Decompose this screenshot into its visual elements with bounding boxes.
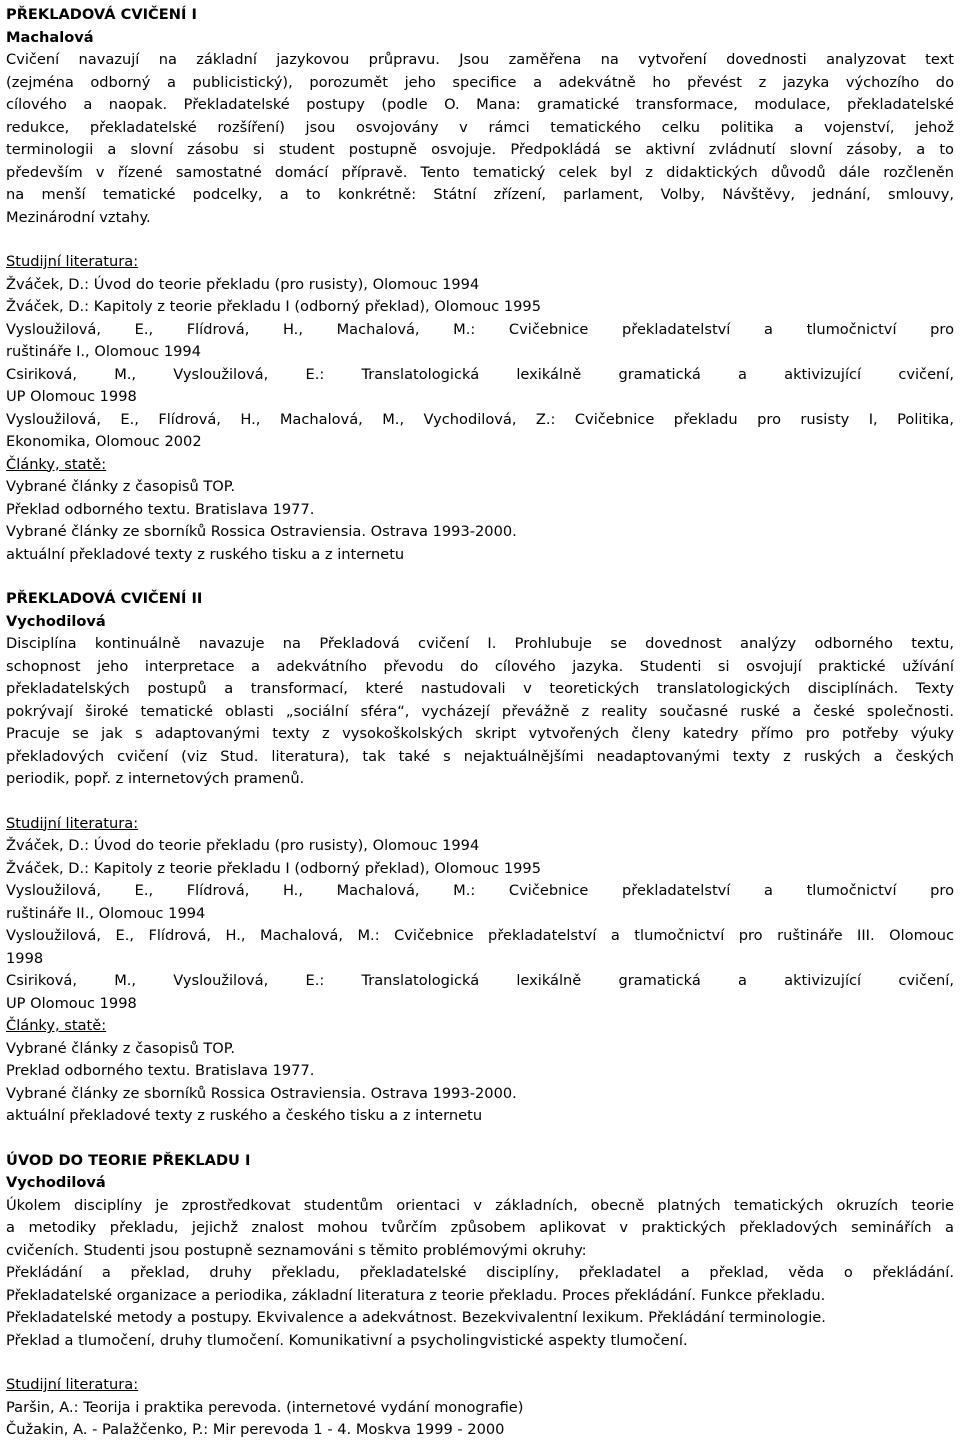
literature-item: Žváček, D.: Kapitoly z teorie překladu I (odborný překlad), Olomouc 1995 (6, 298, 541, 315)
description-line: a metodiky překladu, jejichž znalost mohou tvůrčím způsobem aplikovat v praktických překladových seminářích a (6, 1219, 954, 1236)
literature-list (6, 835, 954, 1015)
article-item: Vybrané články ze sborníků Rossica Ostraviensia. Ostrava 1993-2000. (6, 1084, 517, 1102)
section-teacher: Vychodilová (6, 1174, 106, 1191)
literature-item: Čužakin, A. - Palažčenko, P.: Mir perevoda 1 - 4. Moskva 1999 - 2000 (6, 1421, 505, 1438)
literature-item: 1998 (6, 949, 44, 967)
literature-item: Ekonomika, Olomouc 2002 (6, 433, 202, 450)
description-line: na menší tematické podcelky, a to konkrétně: Státní zřízení, parlament, Volby, Návštěvy, jednání, smlouvy, (6, 186, 954, 203)
description-line: Překlad a tlumočení, druhy tlumočení. Komunikativní a psycholingvistické aspekty tlumočení. (6, 1331, 688, 1349)
literature-item: Žváček, D.: Úvod do teorie překladu (pro rusisty), Olomouc 1994 (6, 837, 480, 854)
description-line: pokrývají široké tematické oblasti „sociální sféra“, vycházejí převážně z reality současné ruské a české společnosti. (6, 702, 954, 720)
description-line: terminologii a slovní zásobu si student postupně osvojuje. Předpokládá se aktivní zvládnutí slovní zásoby, a to (6, 141, 954, 158)
description-line: Úkolem disciplíny je zprostředkovat studentům orientaci v základních, obecně platných tematických okruzích teorie (6, 1196, 954, 1214)
literature-item: UP Olomouc 1998 (6, 994, 137, 1012)
literature-list (6, 274, 954, 454)
description-line: Cvičení navazují na základní jazykovou průpravu. Jsou zaměřena na vytvoření dovednosti analyzovat text (6, 51, 954, 68)
section-description (6, 633, 954, 791)
literature-item: Vysloužilová, E., Flídrová, H., Machalová, M.: Cvičebnice překladatelství a tlumočnictví pro ruštináře III. Olomouc (6, 927, 954, 944)
description-line: redukce, překladatelské rozšíření) jsou osvojovány v rámci tematického celku politika a vojenství, jehož (6, 118, 954, 136)
section-title: PŘEKLADOVÁ CVIČENÍ I (6, 6, 197, 23)
description-line: Pracuje se jak s adaptovanými texty z vysokoškolských skript vytvořených členy katedry přímo pro potřeby výuky (6, 725, 954, 742)
section-prekladova-cviceni-2 (6, 588, 954, 1128)
description-line: především v řízené samostatné domácí přípravě. Tento tematický celek byl z didaktických důvodů dále rozčleněn (6, 163, 954, 181)
article-item: Vybrané články z časopisů TOP. (6, 478, 235, 495)
articles-heading: Články, statě: (6, 455, 107, 473)
articles-list (6, 476, 954, 566)
literature-list (6, 1397, 954, 1442)
literature-heading: Studijní literatura: (6, 814, 139, 832)
literature-item: Paršin, A.: Teorija i praktika perevoda. (internetové vydání monografie) (6, 1398, 524, 1416)
description-line: cvičeních. Studenti jsou postupně seznamováni s těmito problémovými okruhy: (6, 1241, 587, 1259)
description-line: cílového a naopak. Překladatelské postupy (podle O. Mana: gramatické transformace, modulace, překladatelské (6, 96, 954, 113)
literature-item: ruštináře I., Olomouc 1994 (6, 343, 202, 360)
article-item: Vybrané články z časopisů TOP. (6, 1039, 235, 1057)
description-line: schopnost jeho interpretace a adekvátního převodu do cílového jazyka. Studenti si osvojují praktické užívání (6, 657, 954, 675)
literature-heading: Studijní literatura: (6, 253, 139, 270)
article-item: Preklad odborného textu. Bratislava 1977. (6, 1062, 315, 1079)
section-uvod-do-teorie-prekladu-1 (6, 1150, 954, 1442)
description-line: překladatelských postupů a transformací, které nastudovali v teoretických translatologických disciplínách. Texty (6, 680, 954, 697)
section-title: ÚVOD DO TEORIE PŘEKLADU I (6, 1151, 251, 1169)
article-item: Vybrané články ze sborníků Rossica Ostraviensia. Ostrava 1993-2000. (6, 523, 517, 540)
description-line: překladových cvičení (viz Stud. literatura), tak také s nejaktuálnějšími neadaptovanými texty z ruských a českých (6, 747, 954, 765)
description-line: Překladatelské metody a postupy. Ekvivalence a adekvátnost. Bezekvivalentní lexikum. Překládání terminologie. (6, 1309, 826, 1326)
article-item: aktuální překladové texty z ruského tisku a z internetu (6, 545, 405, 563)
description-line: Disciplína kontinuálně navazuje na Překladová cvičení I. Prohlubuje se dovednost analýzy odborného textu, (6, 635, 954, 652)
literature-item: Vysloužilová, E., Flídrová, H., Machalová, M.: Cvičebnice překladatelství a tlumočnictví pro (6, 320, 954, 338)
literature-item: ruštináře II., Olomouc 1994 (6, 904, 206, 922)
literature-item: Žváček, D.: Úvod do teorie překladu (pro rusisty), Olomouc 1994 (6, 275, 480, 293)
article-item: aktuální překladové texty z ruského a českého tisku a z internetu (6, 1107, 483, 1124)
section-teacher: Vychodilová (6, 612, 106, 630)
description-line: periodik, popř. z internetových pramenů. (6, 770, 305, 787)
literature-item: Vysloužilová, E., Flídrová, H., Machalová, M.: Cvičebnice překladatelství a tlumočnictví pro (6, 882, 954, 899)
description-line: Překladatelské organizace a periodika, základní literatura z teorie překladu. Proces překládání. Funkce překladu. (6, 1286, 826, 1304)
section-description (6, 1195, 954, 1353)
section-description (6, 49, 954, 229)
literature-item: UP Olomouc 1998 (6, 388, 137, 405)
literature-item: Csiriková, M., Vysloužilová, E.: Translatologická lexikálně gramatická a aktivizující cvičení, (6, 972, 954, 989)
description-line: Mezinárodní vztahy. (6, 208, 151, 226)
literature-item: Vysloužilová, E., Flídrová, H., Machalová, M., Vychodilová, Z.: Cvičebnice překladu pro rusisty I, Politika, (6, 410, 954, 428)
articles-list (6, 1038, 954, 1128)
literature-item: Žváček, D.: Kapitoly z teorie překladu I (odborný překlad), Olomouc 1995 (6, 859, 541, 877)
description-line: (zejména odborný a publicistický), porozumět jeho specifice a adekvátně ho převést z jazyka výchozího do (6, 73, 954, 91)
articles-heading: Články, statě: (6, 1017, 107, 1034)
section-title: PŘEKLADOVÁ CVIČENÍ II (6, 590, 203, 607)
literature-heading: Studijní literatura: (6, 1376, 139, 1393)
section-teacher: Machalová (6, 28, 94, 46)
literature-item: Csiriková, M., Vysloužilová, E.: Translatologická lexikálně gramatická a aktivizující cvičení, (6, 365, 954, 383)
section-prekladova-cviceni-1 (6, 4, 954, 566)
article-item: Překlad odborného textu. Bratislava 1977. (6, 500, 315, 518)
description-line: Překládání a překlad, druhy překladu, překladatelské disciplíny, překladatel a překlad, věda o překládání. (6, 1264, 954, 1281)
